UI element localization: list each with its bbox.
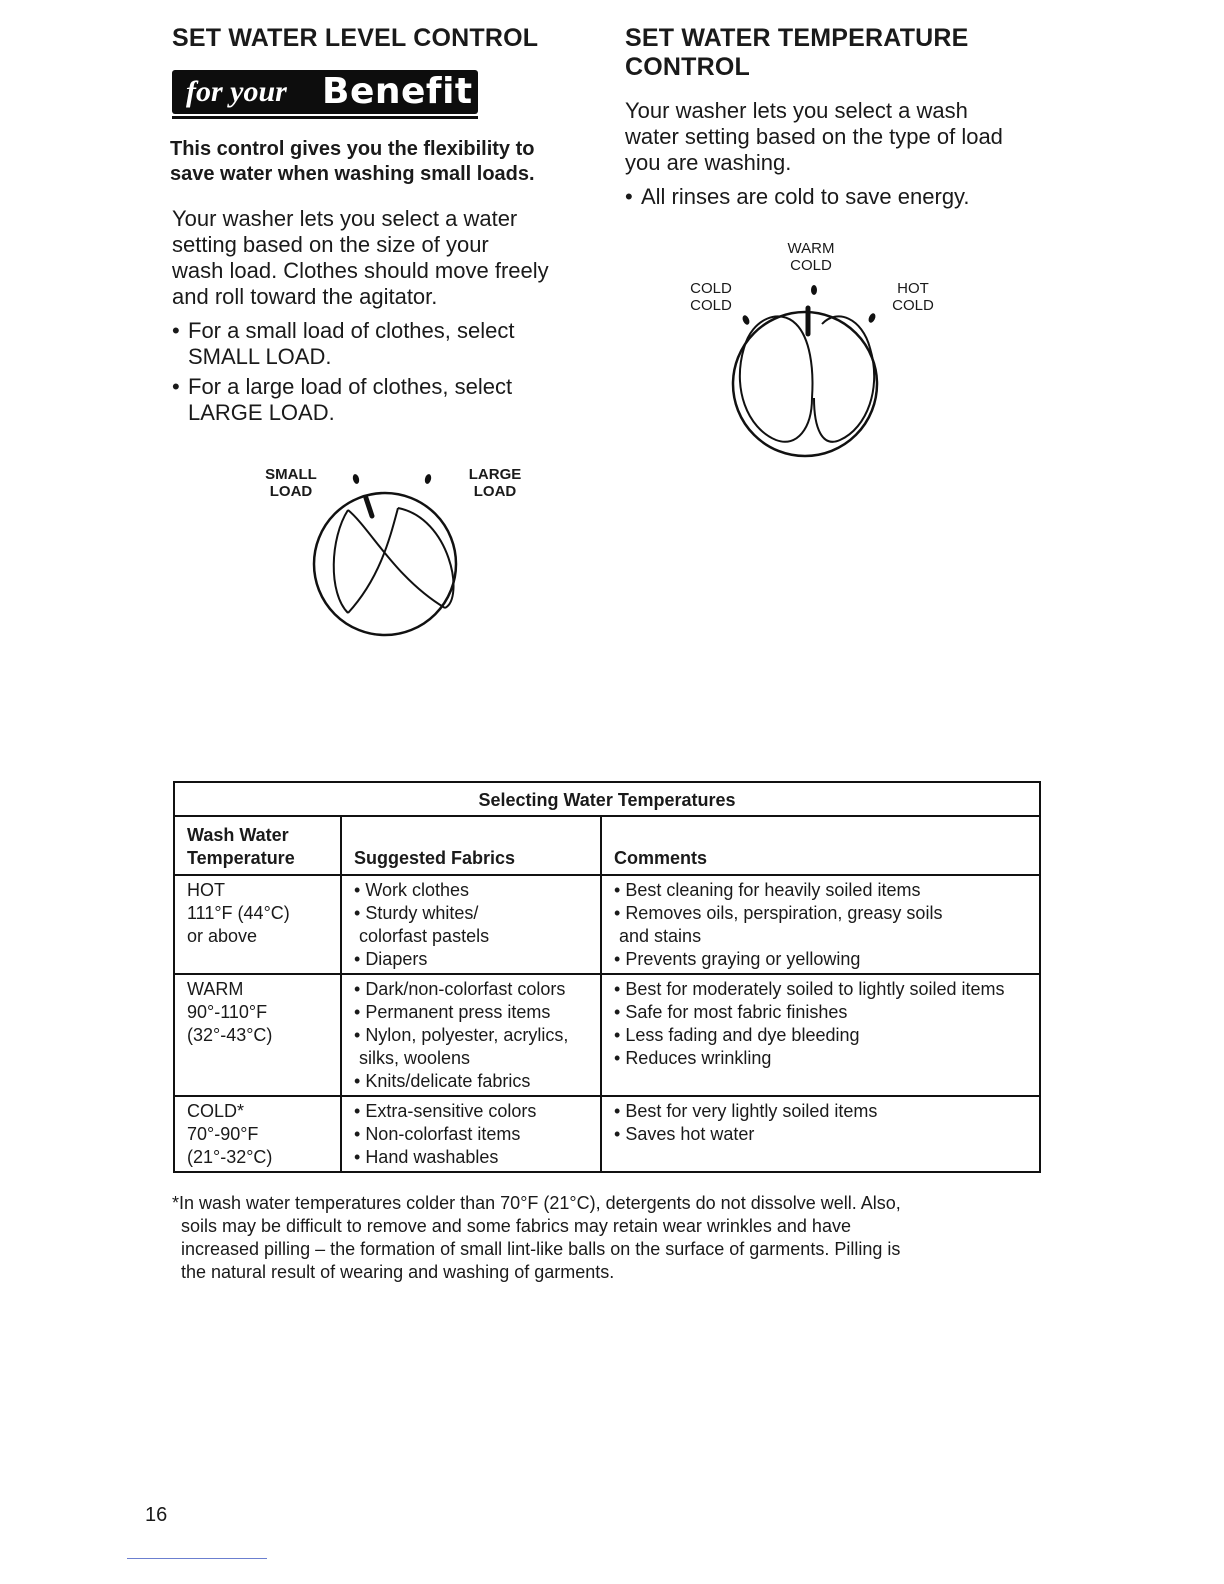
dial-marker-warm-dot bbox=[811, 285, 817, 295]
benefit-word: Benefit bbox=[322, 71, 473, 112]
fabrics-cell: • Extra-sensitive colors • Non-colorfast items • Hand washables bbox=[341, 1096, 601, 1172]
footer-rule bbox=[127, 1558, 267, 1559]
comments-cell: • Best for moderately soiled to lightly soiled items • Safe for most fabric finishes • Less fading and dye bleeding • Reduces wrinkling bbox=[601, 974, 1040, 1096]
dial-marker-large-dot bbox=[424, 473, 432, 484]
dial-ring bbox=[733, 312, 877, 456]
dial-label-hot: HOT COLD bbox=[892, 280, 934, 314]
comments-cell: • Best for very lightly soiled items • Saves hot water bbox=[601, 1096, 1040, 1172]
table-caption: Selecting Water Temperatures bbox=[174, 782, 1040, 816]
dial-marker-hot-dot bbox=[867, 312, 877, 324]
comments-cell: • Best cleaning for heavily soiled items • Removes oils, perspiration, greasy soils and stains • Prevents graying or yellowing bbox=[601, 875, 1040, 974]
footnote-line: *In wash water temperatures colder than 70°F (21°C), detergents do not dissolve well. Also, bbox=[172, 1193, 901, 1213]
water-level-heading: SET WATER LEVEL CONTROL bbox=[172, 24, 539, 52]
benefit-underline bbox=[172, 116, 478, 119]
para-line: setting based on the size of your bbox=[172, 232, 489, 257]
dial-label-small-load: SMALL LOAD bbox=[265, 466, 317, 500]
bullet-cold-rinse: • All rinses are cold to save energy. bbox=[625, 184, 970, 209]
benefit-prefix: for your bbox=[186, 75, 287, 108]
footnote-line: increased pilling – the formation of small lint-like balls on the surface of garments. Pilling is bbox=[181, 1239, 901, 1259]
dial-marker-small-dot bbox=[352, 473, 360, 484]
fabrics-cell: • Work clothes • Sturdy whites/ colorfast pastels • Diapers bbox=[341, 875, 601, 974]
header-suggested-fabrics: Suggested Fabrics bbox=[341, 816, 601, 875]
dial-marker-cold-dot bbox=[741, 314, 751, 326]
temp-cell: HOT 111°F (44°C) or above bbox=[174, 875, 341, 974]
dial-label-large-load: LARGE LOAD bbox=[468, 466, 522, 500]
for-your-benefit-badge bbox=[172, 70, 478, 114]
water-temp-dial[interactable] bbox=[722, 278, 892, 464]
dial-ring bbox=[314, 493, 456, 635]
water-level-dial[interactable] bbox=[300, 468, 470, 638]
para-line: Your washer lets you select a water bbox=[172, 206, 518, 231]
water-temperature-table bbox=[173, 781, 1041, 1173]
para-line: Your washer lets you select a wash bbox=[625, 98, 968, 123]
intro-line: This control gives you the flexibility to bbox=[170, 138, 535, 160]
header-wash-water-temperature: Wash Water Temperature bbox=[174, 816, 341, 875]
para-line: water setting based on the type of load bbox=[625, 124, 1003, 149]
water-level-bullets bbox=[172, 318, 514, 426]
dial-label-warm: WARM COLD bbox=[787, 240, 835, 274]
header-comments: Comments bbox=[601, 816, 1040, 875]
temp-cell: COLD* 70°-90°F (21°-32°C) bbox=[174, 1096, 341, 1172]
bullet-large-load: • For a large load of clothes, select LARGE LOAD. bbox=[172, 374, 513, 425]
water-temp-heading: SET WATER TEMPERATURE CONTROL bbox=[625, 24, 969, 81]
temp-cell: WARM 90°-110°F (32°-43°C) bbox=[174, 974, 341, 1096]
bullet-small-load: • For a small load of clothes, select SMALL LOAD. bbox=[172, 318, 515, 369]
benefit-intro bbox=[170, 137, 535, 187]
footnote-line: the natural result of wearing and washing of garments. bbox=[181, 1262, 615, 1282]
footnote-line: soils may be difficult to remove and some fabrics may retain wear wrinkles and have bbox=[181, 1216, 851, 1236]
para-line: wash load. Clothes should move freely bbox=[172, 258, 549, 283]
footnote bbox=[172, 1192, 901, 1284]
water-level-paragraph bbox=[172, 206, 549, 310]
para-line: and roll toward the agitator. bbox=[172, 284, 438, 309]
dial-label-cold: COLD COLD bbox=[690, 280, 732, 314]
table-row bbox=[174, 875, 1040, 974]
intro-line: save water when washing small loads. bbox=[170, 163, 535, 185]
para-line: you are washing. bbox=[625, 150, 792, 175]
water-temp-paragraph bbox=[625, 98, 1003, 176]
page-number: 16 bbox=[145, 1504, 168, 1526]
table-row bbox=[174, 1096, 1040, 1172]
fabrics-cell: • Dark/non-colorfast colors • Permanent press items • Nylon, polyester, acrylics, silks, woolens • Knits/delicate fabrics bbox=[341, 974, 601, 1096]
table-row bbox=[174, 974, 1040, 1096]
